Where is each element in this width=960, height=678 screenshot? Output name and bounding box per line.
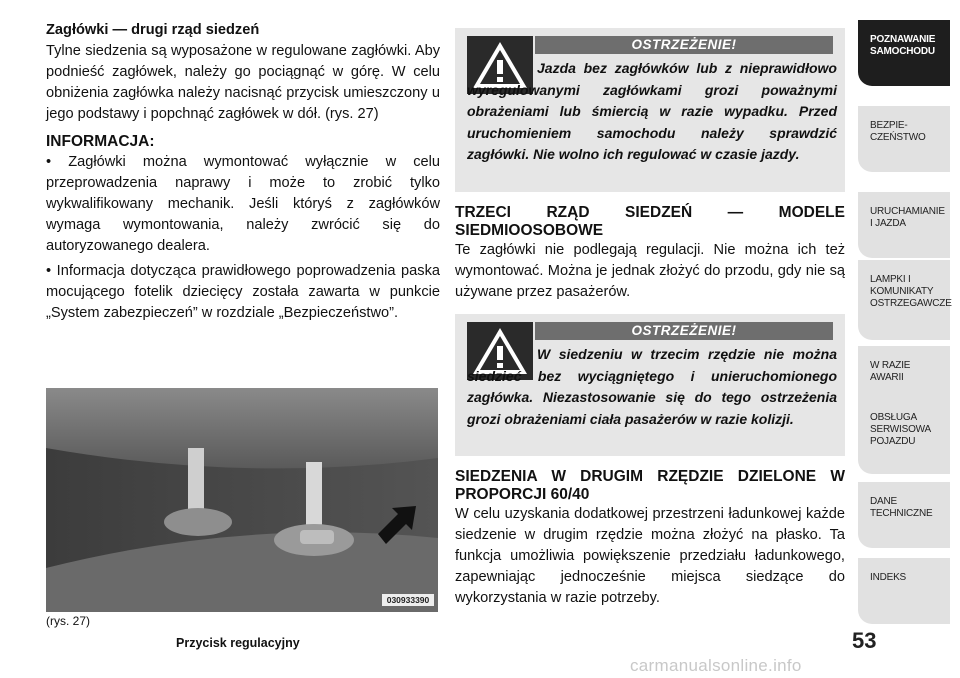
figure-code: 030933390 xyxy=(386,595,430,605)
tab-label: OBSŁUGA SERWISOWA POJAZDU xyxy=(870,412,931,447)
second-row-section xyxy=(455,468,845,609)
warning-box-2 xyxy=(455,314,845,456)
tab-label: DANE TECHNICZNE xyxy=(870,496,933,519)
second-row-text: W celu uzyskania dodatkowej przestrzeni ładunkowej każde siedzenie w drugim rzędzie można złożyć na płasko. Ta funkcja umożliwia powiększenie przedziału ładunkowego, zapewniając jednocześnie miejsca siedzące do wykorzystania w razie potrzeby. xyxy=(455,506,845,606)
warning-2-text: W siedzeniu w trzecim rzędzie nie można siedzieć bez wyciągniętego i unieruchomionego zagłówka. Niezastosowanie się do tego ostrzeżenia grozi obrażeniami ciała pasażerów w razie kolizji. xyxy=(467,346,837,427)
third-row-text: Te zagłówki nie podlegają regulacji. Nie można ich też wymontować. Można je jednak złożyć do przodu, gdy nie są używane przez pasażerów. xyxy=(455,242,845,300)
info-bullet-2: • Informacja dotycząca prawidłowego poprowadzenia paska mocującego fotelik dziecięcy została zawarta w punkcie „System zabezpieczeń” w rozdziale „Bezpieczeństwo”. xyxy=(46,263,440,321)
headrest-photo xyxy=(46,388,438,612)
tab-label: POZNAWANIE SAMOCHODU xyxy=(870,34,936,57)
tab-warning-lights[interactable] xyxy=(858,260,950,340)
page-number: 53 xyxy=(852,628,877,653)
headrests-paragraph: Tylne siedzenia są wyposażone w regulowane zagłówki. Aby podnieść zagłówek, należy go pociągnąć w górę. W celu obniżenia zagłówka należy nacisnąć przycisk umieszczony u jego podstawy i popchnąć zagłówek w dół. (rys. 27) xyxy=(46,43,440,122)
tab-index[interactable] xyxy=(858,558,950,624)
watermark: carmanualsonline.info xyxy=(630,656,802,675)
tab-label: W RAZIE AWARII xyxy=(870,360,911,383)
tab-servicing[interactable] xyxy=(858,398,950,474)
warning-box-1 xyxy=(455,28,845,192)
second-row-heading: SIEDZENIA W DRUGIM RZĘDZIE DZIELONE W PROPORCJI 60/40 xyxy=(455,468,845,503)
tab-label: URUCHAMIANIE I JAZDA xyxy=(870,206,945,229)
figure-number: (rys. 27) xyxy=(46,614,91,628)
info-heading: INFORMACJA: xyxy=(46,133,155,150)
tab-getting-to-know[interactable] xyxy=(858,20,950,86)
warning-1-text: Jazda bez zagłówków lub z nieprawidłowo wyregulowanymi zagłówkami grozi poważnymi obrażeniami lub śmiercią w razie wypadku. Przed uruchomieniem samochodu należy sprawdzić zagłówki. Nie wolno ich regulować w czasie jazdy. xyxy=(467,60,837,162)
headrests-heading: Zagłówki — drugi rząd siedzeń xyxy=(46,22,260,38)
tab-label: LAMPKI I KOMUNIKATY OSTRZEGAWCZE xyxy=(870,274,952,309)
info-bullet-1: • Zagłówki można wymontować wyłącznie w celu przeprowadzenia naprawy i może to zrobić tylko wykwalifikowany mechanik. Jeśli któryś z zagłówków wymaga wymontowania, należy zwrócić się do autoryzowanego dealera. xyxy=(46,154,440,254)
left-column xyxy=(46,20,440,324)
tab-safety[interactable] xyxy=(858,106,950,172)
tab-label: BEZPIE- CZEŃSTWO xyxy=(870,120,926,143)
headrest-illustration xyxy=(46,388,438,612)
warning-2-title: OSTRZEŻENIE! xyxy=(535,322,833,340)
tab-technical-data[interactable] xyxy=(858,482,950,548)
third-row-heading: TRZECI RZĄD SIEDZEŃ — MODELE SIEDMIOOSOBOWE xyxy=(455,204,845,239)
warning-1-title: OSTRZEŻENIE! xyxy=(535,36,833,54)
tab-label: INDEKS xyxy=(870,572,907,583)
tab-starting-driving[interactable] xyxy=(858,192,950,258)
third-row-section xyxy=(455,204,845,303)
figure-caption: Przycisk regulacyjny xyxy=(176,636,300,650)
